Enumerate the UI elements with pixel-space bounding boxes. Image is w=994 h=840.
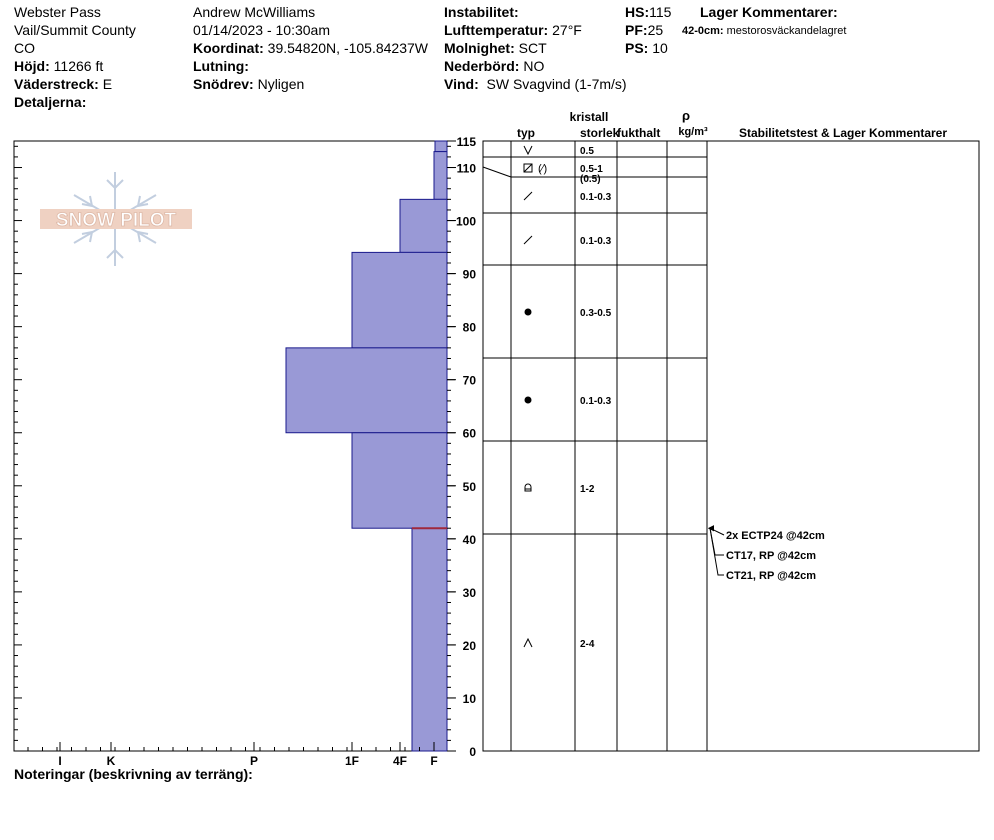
depth-label-115: 115 bbox=[456, 135, 476, 149]
size-label-extra: 2-4 bbox=[580, 639, 595, 650]
state-name: CO bbox=[14, 40, 35, 56]
layer-comment-text: mestorosväckandelagret bbox=[726, 25, 847, 37]
slash-icon bbox=[524, 236, 532, 244]
layer-bar-4 bbox=[352, 252, 447, 347]
aspect-value: E bbox=[102, 76, 113, 92]
stability-arrowhead-3 bbox=[708, 525, 714, 531]
depth-label-0: 0 bbox=[469, 745, 476, 759]
table-rows bbox=[483, 157, 707, 534]
hardness-label-1F: 1F bbox=[344, 754, 360, 768]
coordinate-label: Koordinat: bbox=[193, 40, 264, 56]
wind-loading-label: Snödrev: bbox=[193, 76, 254, 92]
stability-tests bbox=[708, 525, 825, 582]
airtemp-value: 27°F bbox=[552, 22, 582, 38]
dot-icon bbox=[525, 397, 532, 404]
depth-label-90: 90 bbox=[462, 267, 476, 282]
box-icon bbox=[524, 164, 532, 172]
pf-label: PF: bbox=[625, 22, 648, 38]
size-label-2: 0.5-1 bbox=[580, 164, 603, 175]
rounded-facet-icon bbox=[525, 484, 531, 491]
size-label-6: 0.1-0.3 bbox=[580, 396, 612, 407]
grain-secondary-label: (∕) bbox=[538, 163, 548, 175]
stability-test-1: 2x ECTP24 @42cm bbox=[726, 530, 825, 542]
caret-icon bbox=[524, 639, 532, 647]
wind-value: SW Svagvind (1-7m/s) bbox=[486, 76, 627, 92]
layer-comments-title: Lager Kommentarer: bbox=[700, 4, 838, 20]
crystal-header: kristall bbox=[569, 110, 609, 124]
layer-bar-3 bbox=[400, 199, 447, 252]
size-sub-label-2: (0.5) bbox=[580, 174, 601, 185]
ps-label: PS: bbox=[625, 40, 649, 56]
slope-label: Lutning: bbox=[193, 58, 249, 74]
hardness-label-P: P bbox=[249, 754, 259, 768]
aspect-label: Väderstreck: bbox=[14, 76, 99, 92]
depth-label-30: 30 bbox=[462, 585, 476, 600]
hardness-label-I: I bbox=[58, 754, 62, 768]
hs-label: HS: bbox=[625, 4, 650, 20]
snowpilot-logo bbox=[40, 172, 192, 266]
wind-loading-value: Nyligen bbox=[257, 76, 305, 92]
hardness-label-K: K bbox=[106, 754, 116, 768]
precip-value: NO bbox=[523, 58, 545, 74]
wind-label: Vind: bbox=[444, 76, 479, 92]
v-icon bbox=[524, 146, 532, 154]
layer-comment-depth: 42-0cm: bbox=[682, 25, 724, 37]
depth-label-40: 40 bbox=[462, 532, 476, 547]
depth-label-110: 110 bbox=[456, 161, 476, 176]
instability-label: Instabilitet: bbox=[444, 4, 519, 20]
observer-name: Andrew McWilliams bbox=[193, 4, 316, 20]
layer-bar-6 bbox=[352, 433, 447, 528]
details-label: Detaljerna: bbox=[14, 94, 87, 110]
logo-text: SNOW PILOT bbox=[55, 210, 177, 231]
size-label-3: 0.1-0.3 bbox=[580, 192, 612, 203]
stability-test-2: CT17, RP @42cm bbox=[726, 550, 817, 562]
pf-value: 25 bbox=[647, 22, 664, 38]
terrain-notes-label: Noteringar (beskrivning av terräng): bbox=[14, 766, 253, 782]
stability-test-3: CT21, RP @42cm bbox=[726, 570, 817, 582]
depth-label-70: 70 bbox=[462, 373, 476, 388]
elevation-label: Höjd: bbox=[14, 58, 50, 74]
moisture-header: fukthalt bbox=[617, 126, 661, 140]
type-header: typ bbox=[517, 126, 535, 140]
left-ticks bbox=[14, 146, 22, 751]
observation-datetime: 01/14/2023 - 10:30am bbox=[193, 22, 330, 38]
size-label-4: 0.1-0.3 bbox=[580, 236, 612, 247]
depth-label-10: 10 bbox=[462, 691, 476, 706]
sky-value: SCT bbox=[518, 40, 547, 56]
sky-label: Molnighet: bbox=[444, 40, 515, 56]
slash-icon bbox=[524, 192, 532, 200]
size-header: storlek bbox=[580, 126, 620, 140]
dot-icon bbox=[525, 309, 532, 316]
depth-axis bbox=[447, 135, 476, 759]
density-symbol: ρ bbox=[681, 108, 691, 123]
size-label-7: 1-2 bbox=[580, 484, 595, 495]
location-name: Webster Pass bbox=[14, 4, 101, 20]
depth-label-100: 100 bbox=[455, 214, 476, 229]
coordinate-value: 39.54820N, -105.84237W bbox=[267, 40, 428, 56]
layer-table-frame bbox=[483, 141, 979, 751]
elevation-value: 11266 ft bbox=[53, 58, 104, 74]
hardness-label-4F: 4F bbox=[392, 754, 408, 768]
stability-arrow-3 bbox=[710, 528, 724, 575]
depth-label-20: 20 bbox=[462, 638, 476, 653]
size-label-1: 0.5 bbox=[580, 146, 594, 157]
region-name: Vail/Summit County bbox=[14, 22, 136, 38]
size-label-5: 0.3-0.5 bbox=[580, 308, 612, 319]
layer-bars bbox=[286, 141, 447, 751]
table-cells bbox=[524, 146, 612, 650]
layer-bar-5 bbox=[286, 348, 447, 433]
hs-value: 115 bbox=[649, 4, 672, 20]
ps-value: 10 bbox=[652, 40, 668, 56]
connector-line-top bbox=[483, 167, 511, 177]
hardness-label-F: F bbox=[430, 754, 438, 768]
hardness-axis bbox=[28, 742, 438, 768]
stability-header: Stabilitetstest & Lager Kommentarer bbox=[738, 126, 948, 140]
layer-bar-7 bbox=[412, 528, 447, 751]
airtemp-label: Lufttemperatur: bbox=[444, 22, 549, 38]
depth-label-50: 50 bbox=[462, 479, 476, 494]
depth-label-60: 60 bbox=[462, 426, 476, 441]
precip-label: Nederbörd: bbox=[444, 58, 520, 74]
depth-label-80: 80 bbox=[462, 320, 476, 335]
layer-bar-1 bbox=[435, 141, 447, 152]
layer-bar-2 bbox=[434, 152, 447, 200]
density-unit: kg/m³ bbox=[678, 126, 708, 138]
